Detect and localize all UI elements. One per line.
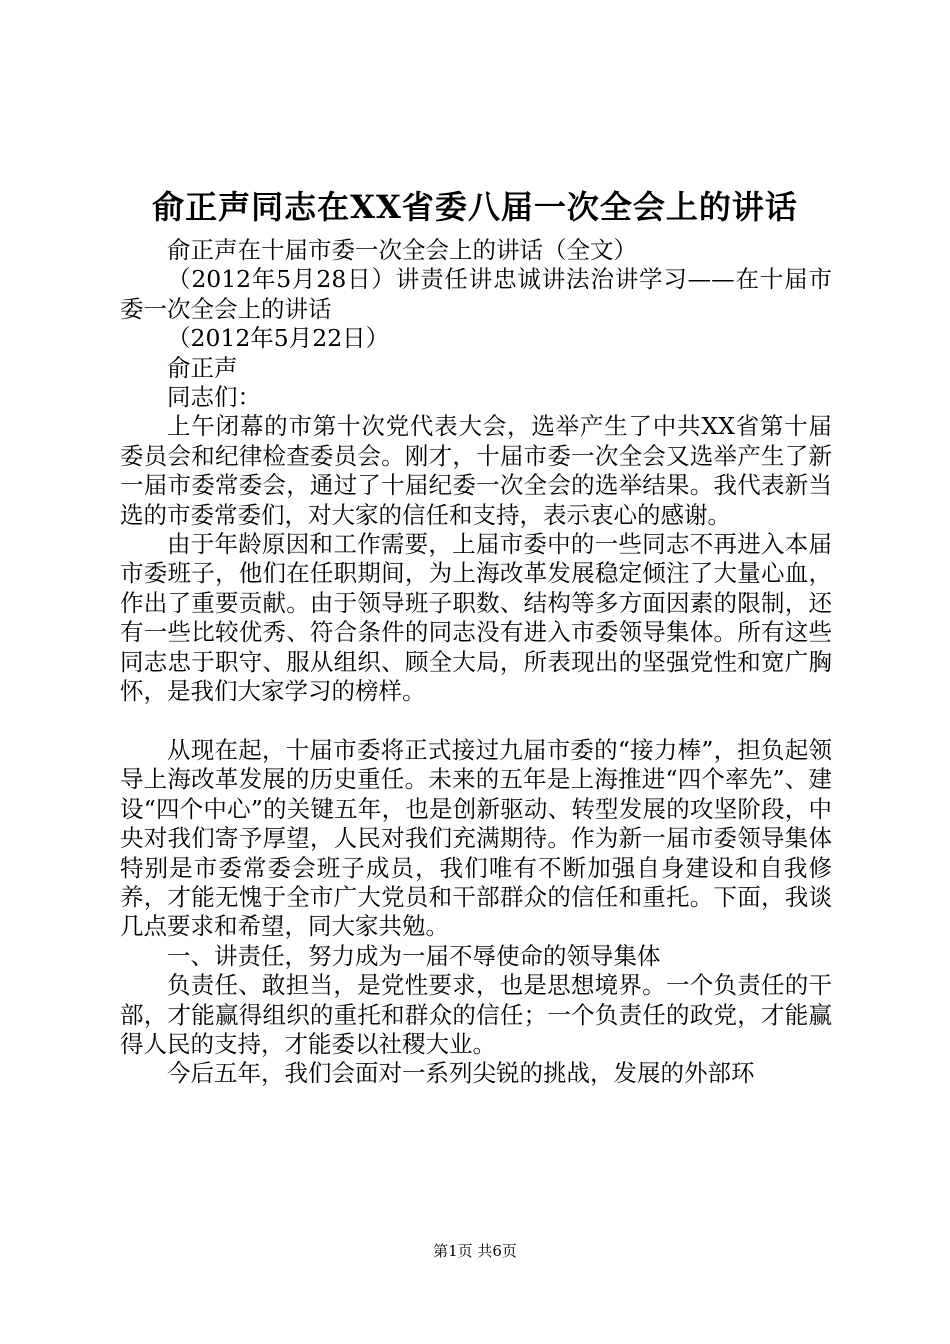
- subtitle-paragraph: 俞正声在十届市委一次全会上的讲话（全文）: [167, 236, 637, 264]
- body-paragraph: 由于年龄原因和工作需要，上届市委中的一些同志不再进入本届市委班子，他们在任职期间，为上海改革发展稳定倾注了大量心血，作出了重要贡献。由于领导班子职数、结构等多方面因素的限制，还有一些比较优秀、符合条件的同志没有进入市委领导集体。所有这些同志忠于职守、服从组织、顾全大局，所表现出的坚强党性和宽广胸怀，是我们大家学习的榜样。: [120, 530, 832, 706]
- salutation-paragraph: 同志们：: [167, 383, 261, 412]
- speaker-paragraph: 俞正声: [167, 353, 238, 382]
- section-heading: 一、讲责任，努力成为一届不辱使命的领导集体: [167, 941, 661, 970]
- document-body: [120, 236, 832, 1089]
- body-paragraph: 负责任、敢担当，是党性要求，也是思想境界。一个负责任的干部，才能赢得组织的重托和群众的信任；一个负责任的政党，才能赢得人民的支持，才能委以社稷大业。: [120, 971, 832, 1058]
- body-paragraph: 从现在起，十届市委将正式接过九届市委的“接力棒”，担负起领导上海改革发展的历史重任。未来的五年是上海推进“四个率先”、建设“四个中心”的关键五年，也是创新驱动、转型发展的攻坚阶段，中央对我们寄予厚望，人民对我们充满期待。作为新一届市委领导集体特别是市委常委会班子成员，我们唯有不断加强自身建设和自我修养，才能无愧于全市广大党员和干部群众的信任和重托。下面，我谈几点要求和希望，同大家共勉。: [120, 735, 832, 941]
- document-title: 俞正声同志在XX省委八届一次全会上的讲话: [152, 188, 798, 226]
- body-paragraph: 上午闭幕的市第十次党代表大会，选举产生了中共XX省第十届委员会和纪律检查委员会。刚才，十届市委一次全会又选举产生了新一届市委常委会，通过了十届纪委一次全会的选举结果。我代表新当选的市委常委们，对大家的信任和支持，表示衷心的感谢。: [120, 412, 832, 529]
- page-footer: 第1页 共6页: [433, 1242, 517, 1260]
- body-paragraph: 今后五年，我们会面对一系列尖锐的挑战，发展的外部环: [167, 1059, 755, 1088]
- date-paragraph: （2012年5月22日）: [167, 324, 390, 353]
- date-heading-paragraph: （2012年5月28日）讲责任讲忠诚讲法治讲学习——在十届市委一次全会上的讲话: [120, 265, 832, 323]
